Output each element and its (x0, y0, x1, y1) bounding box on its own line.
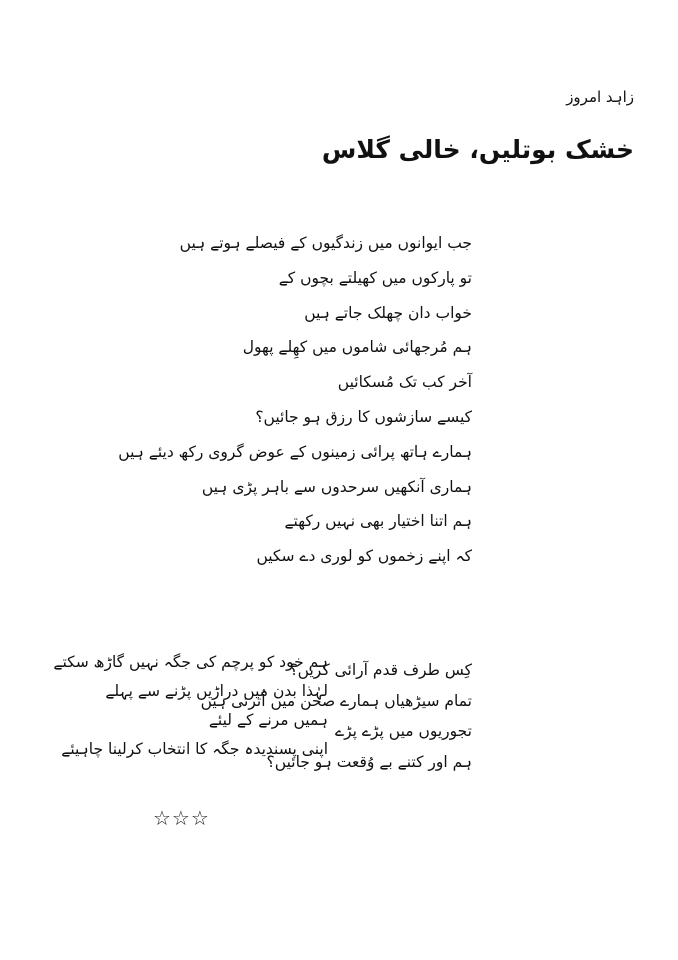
poem-line: ہماری آنکھیں سرحدوں سے باہر پڑی ہیں (201, 477, 472, 496)
left-column-stanza (53, 648, 328, 764)
main-stanza (118, 226, 472, 574)
poem-line: تو پارکوں میں کھیلتے بچوں کے (278, 268, 472, 287)
author-name: زاہد امروز (566, 88, 634, 106)
poem-line: اپنی پسندیدہ جگہ کا انتخاب کرلینا چاہیئے (61, 740, 328, 758)
ending-stars: ☆☆☆ (153, 806, 210, 830)
poem-line: ہم اور کتنے بے وُقعت ہو جائیں؟ (266, 752, 472, 771)
poem-title: خشک بوتلیں، خالی گلاس (321, 135, 634, 164)
poem-line: ہمارے ہاتھ پرائی زمینوں کے عوض گروی رکھ دیئے ہیں (118, 442, 472, 461)
poem-line: ہم مُرجھائی شاموں میں کھِلے پھول (242, 338, 472, 357)
poem-line: تمام سیڑھیاں ہمارے صحن میں اُترتی ہیں (200, 691, 472, 710)
poem-line: کِس طرف قدم آرائی کریں؟ (289, 661, 472, 679)
poem-line: آخر کب تک مُسکائیں (337, 373, 472, 392)
poem-line: ہم خود کو پرچم کی جگہ نہیں گاڑھ سکتے (53, 653, 328, 671)
poem-line: لہٰذا بدن میں دراڑیں پڑنے سے پہلے (105, 682, 328, 700)
poem-line: کیسے سازشوں کا رزق ہو جائیں؟ (255, 407, 472, 426)
poem-line: تجوریوں میں پڑے پڑے (335, 722, 472, 740)
poem-line: جب ایوانوں میں زندگیوں کے فیصلے ہوتے ہیں (179, 234, 472, 252)
poem-line: ہم اتنا اختیار بھی نہیں رکھتے (284, 512, 472, 531)
poem-line: کہ اپنے زخموں کو لوری دے سکیں (256, 547, 472, 566)
poem-line: خواب دان چھلک جاتے ہیں (304, 303, 472, 322)
poem-line: ہمیں مرنے کے لیئے (208, 711, 328, 729)
